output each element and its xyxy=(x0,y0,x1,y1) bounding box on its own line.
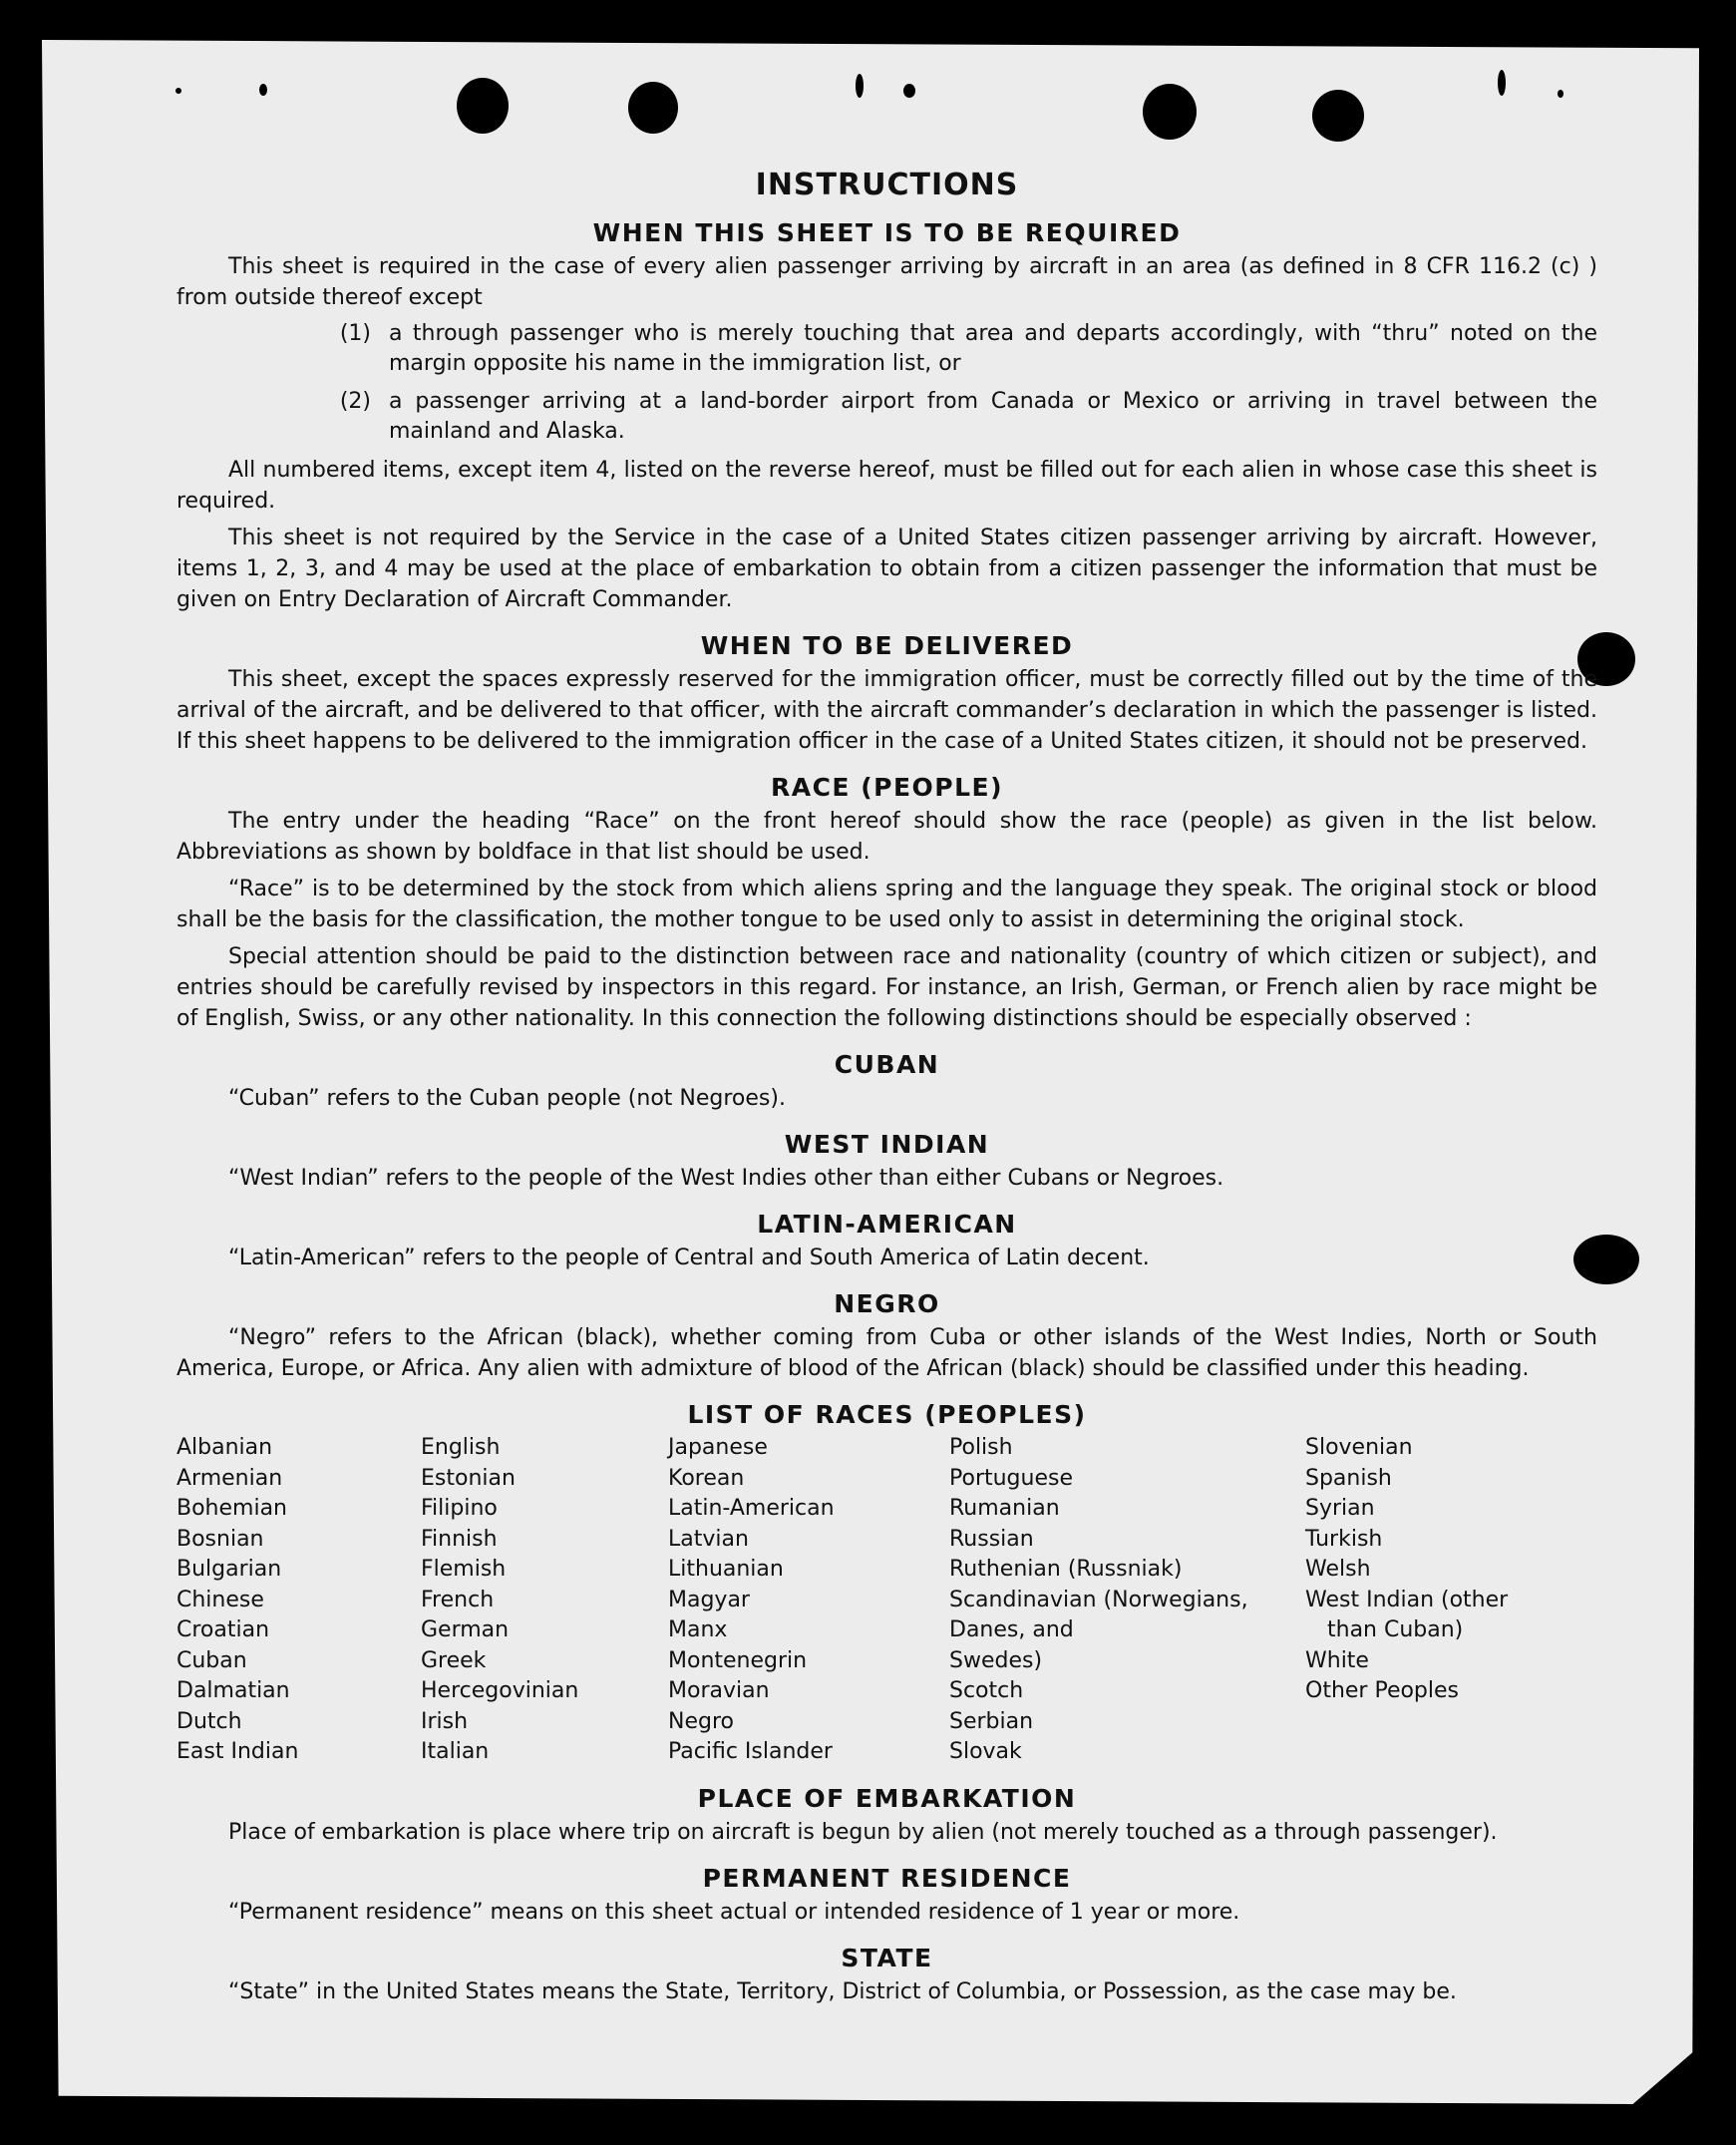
race-paragraph-3: Special attention should be paid to the distinction between race and nationality (country of which citizen or subject), and entries should be carefully revised by inspectors in this regard. For instance, an Irish, German, or French alien by race might be of English, Swiss, or any other nationality. In this connection the following distinctions should be especially observed : xyxy=(176,944,1597,1031)
list-item: French xyxy=(421,1587,495,1612)
list-item: Serbian xyxy=(949,1708,1034,1734)
page-title: INSTRUCTIONS xyxy=(755,168,1019,202)
list-item xyxy=(176,319,1597,379)
list-item: Bohemian xyxy=(176,1496,287,1521)
heading-delivered: WHEN TO BE DELIVERED xyxy=(700,631,1074,660)
list-item: Pacific Islander xyxy=(668,1739,833,1764)
heading-required: WHEN THIS SHEET IS TO BE REQUIRED xyxy=(592,218,1182,247)
list-item: Slovenian xyxy=(1305,1435,1413,1460)
list-item: Flemish xyxy=(421,1557,507,1582)
race-list xyxy=(176,1433,1597,1768)
punch-hole xyxy=(628,82,678,134)
item-number: (1) xyxy=(339,321,371,346)
item-number: (2) xyxy=(339,389,371,414)
heading-permanent-residence: PERMANENT RESIDENCE xyxy=(702,1863,1072,1893)
heading-embarkation: PLACE OF EMBARKATION xyxy=(697,1783,1077,1813)
heading-cuban: CUBAN xyxy=(834,1050,940,1079)
speck xyxy=(903,84,915,98)
list-item: Albanian xyxy=(176,1435,273,1460)
heading-state: STATE xyxy=(841,1943,933,1972)
list-item: Bulgarian xyxy=(176,1557,282,1582)
list-item: Japanese xyxy=(668,1435,768,1460)
list-item: Russian xyxy=(949,1526,1034,1552)
list-item: Filipino xyxy=(421,1496,498,1521)
list-item: Magyar xyxy=(668,1587,750,1612)
embarkation-paragraph: Place of embarkation is place where trip on aircraft is begun by alien (not merely touched as a through passenger). xyxy=(228,1819,1498,1845)
exception-list xyxy=(176,319,1597,447)
list-item: Moravian xyxy=(668,1678,770,1703)
west-indian-paragraph: “West Indian” refers to the people of the West Indies other than either Cubans or Negroes. xyxy=(228,1166,1224,1191)
speck xyxy=(856,74,864,98)
heading-west-indian: WEST INDIAN xyxy=(784,1130,990,1159)
list-item: Dalmatian xyxy=(176,1678,290,1703)
list-item: Finnish xyxy=(421,1526,498,1552)
list-item: Ruthenian (Russniak) xyxy=(949,1557,1183,1582)
list-item: Cuban xyxy=(176,1647,247,1673)
list-item: English xyxy=(421,1435,501,1460)
list-item: Croatian xyxy=(176,1617,270,1642)
list-item: Greek xyxy=(421,1647,487,1673)
latin-american-paragraph: “Latin-American” refers to the people of Central and South America of Latin decent. xyxy=(228,1246,1150,1270)
list-item: Dutch xyxy=(176,1708,242,1734)
race-column xyxy=(421,1433,668,1768)
heading-list-of-races: LIST OF RACES (PEOPLES) xyxy=(687,1400,1087,1429)
list-item: Syrian xyxy=(1305,1496,1375,1521)
negro-paragraph: “Negro” refers to the African (black), whether coming from Cuba or other islands of the West Indies, North or South America, Europe, or Africa. Any alien with admixture of blood of the African (black) should be classified under this heading. xyxy=(176,1325,1597,1381)
list-item xyxy=(176,387,1597,447)
list-item: Armenian xyxy=(176,1465,283,1491)
punch-hole xyxy=(457,78,509,134)
list-item: Swedes) xyxy=(949,1647,1043,1673)
heading-negro: NEGRO xyxy=(834,1289,940,1318)
list-item: Estonian xyxy=(421,1465,516,1491)
race-column xyxy=(668,1433,949,1768)
race-paragraph-2: “Race” is to be determined by the stock from which aliens spring and the language they speak. The original stock or blood shall be the basis for the classification, the mother tongue to be used only to assist in determining the original stock. xyxy=(176,877,1597,932)
list-item: Scandinavian (Norwegians, xyxy=(949,1587,1248,1612)
punch-hole xyxy=(1312,90,1364,142)
race-column xyxy=(949,1433,1305,1768)
list-item: East Indian xyxy=(176,1739,299,1764)
required-paragraph-3: This sheet is not required by the Service in the case of a United States citizen passenger arriving by aircraft. However, items 1, 2, 3, and 4 may be used at the place of embarkation to obtain from a citizen passenger the information that must be given on Entry Declaration of Aircraft Commander. xyxy=(176,526,1597,612)
list-item: Irish xyxy=(421,1708,469,1734)
residence-paragraph: “Permanent residence” means on this sheet actual or intended residence of 1 year or more. xyxy=(228,1899,1240,1925)
list-item: Polish xyxy=(949,1435,1013,1460)
list-item: Negro xyxy=(668,1708,734,1734)
required-intro: This sheet is required in the case of every alien passenger arriving by aircraft in an area (as defined in 8 CFR 116.2 (c) ) from outside thereof except xyxy=(176,254,1597,310)
list-item: Slovak xyxy=(949,1739,1022,1764)
list-item: than Cuban) xyxy=(1327,1617,1464,1642)
item-text: a passenger arriving at a land-border airport from Canada or Mexico or arriving in travel between the mainland and Alaska. xyxy=(389,389,1597,444)
item-text: a through passenger who is merely touching that area and departs accordingly, with “thru” noted on the margin opposite his name in the immigration list, or xyxy=(389,321,1597,376)
document-content xyxy=(176,168,1597,2013)
race-column xyxy=(176,1433,421,1768)
list-item: German xyxy=(421,1617,510,1642)
list-item: Lithuanian xyxy=(668,1557,784,1582)
list-item: Manx xyxy=(668,1617,728,1642)
list-item: Italian xyxy=(421,1739,490,1764)
list-item: Rumanian xyxy=(949,1496,1060,1521)
punch-hole xyxy=(1143,84,1197,140)
list-item: Other Peoples xyxy=(1305,1678,1460,1703)
cuban-paragraph: “Cuban” refers to the Cuban people (not Negroes). xyxy=(228,1086,786,1111)
list-item: Turkish xyxy=(1305,1526,1383,1552)
heading-latin-american: LATIN-AMERICAN xyxy=(757,1210,1017,1239)
speck xyxy=(259,84,267,96)
state-paragraph: “State” in the United States means the State, Territory, District of Columbia, or Possession, as the case may be. xyxy=(228,1978,1457,2004)
list-item: Montenegrin xyxy=(668,1647,808,1673)
list-item: West Indian (other xyxy=(1305,1587,1509,1612)
list-item: White xyxy=(1305,1647,1369,1673)
list-item: Latin-American xyxy=(668,1496,835,1521)
list-item: Portuguese xyxy=(949,1465,1073,1491)
list-item: Hercegovinian xyxy=(421,1678,579,1703)
list-item: Spanish xyxy=(1305,1465,1392,1491)
list-item: Bosnian xyxy=(176,1526,264,1552)
required-paragraph-2: All numbered items, except item 4, listed on the reverse hereof, must be filled out for each alien in whose case this sheet is required. xyxy=(176,458,1597,514)
speck xyxy=(175,88,181,94)
list-item: Korean xyxy=(668,1465,745,1491)
list-item: Latvian xyxy=(668,1526,749,1552)
speck xyxy=(1558,90,1563,98)
race-column xyxy=(1305,1433,1594,1768)
speck xyxy=(1498,70,1506,96)
heading-race: RACE (PEOPLE) xyxy=(770,773,1004,802)
delivered-paragraph: This sheet, except the spaces expressly reserved for the immigration officer, must be correctly filled out by the time of the arrival of the aircraft, and be delivered to that officer, with the aircraft commander’s declaration in which the passenger is listed. If this sheet happens to be delivered to the immigration officer in the case of a United States citizen, it should not be preserved. xyxy=(176,667,1597,754)
list-item: Scotch xyxy=(949,1678,1024,1703)
list-item: Danes, and xyxy=(949,1617,1074,1642)
list-item: Chinese xyxy=(176,1587,264,1612)
list-item: Welsh xyxy=(1305,1557,1371,1582)
race-paragraph-1: The entry under the heading “Race” on the front hereof should show the race (people) as given in the list below. Abbreviations as shown by boldface in that list should be used. xyxy=(176,809,1597,865)
